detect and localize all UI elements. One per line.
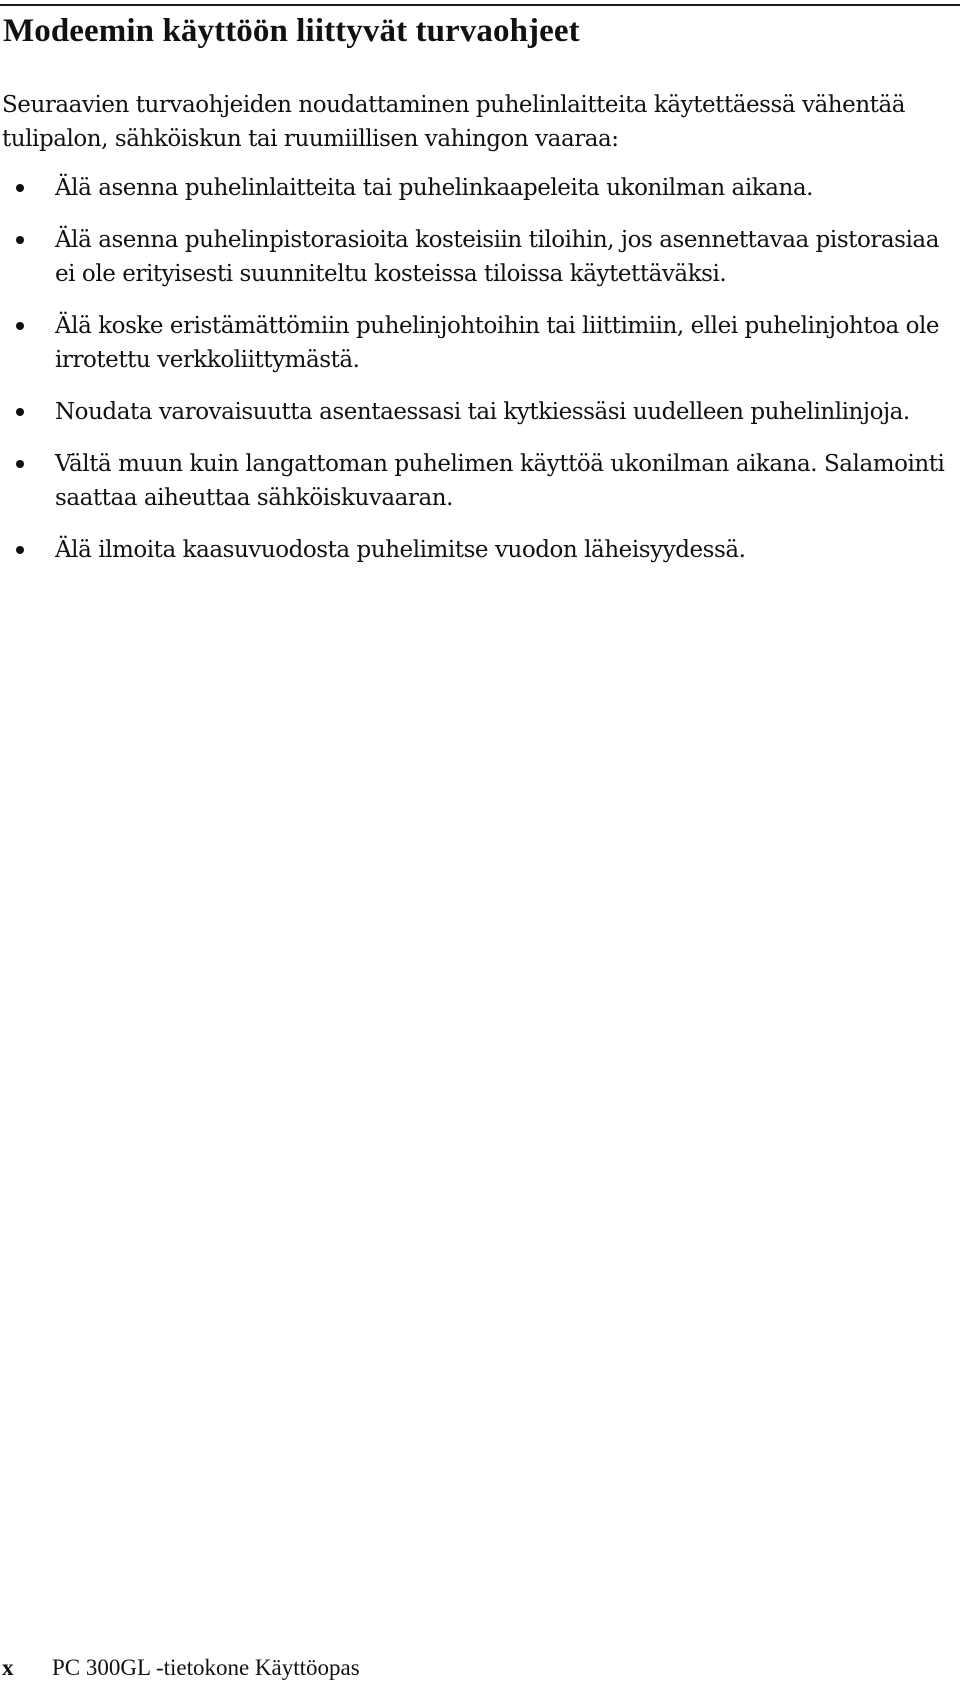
list-item-text: Vältä muun kuin langattoman puhelimen käyttöä ukonilman aikana. Salamointi saattaa aiheuttaa sähköiskuvaaran.: [55, 451, 945, 511]
page-title: Modeemin käyttöön liittyvät turvaohjeet: [3, 13, 580, 49]
safety-instructions-list: [0, 171, 950, 585]
list-item: [0, 171, 950, 205]
list-item: [0, 309, 950, 377]
list-item: [0, 533, 950, 567]
book-title: PC 300GL -tietokone Käyttöopas: [52, 1655, 360, 1680]
intro-paragraph: Seuraavien turvaohjeiden noudattaminen puhelinlaitteita käytettäessä vähentää tulipalon, sähköiskun tai ruumiillisen vahingon vaaraa:: [2, 92, 906, 152]
list-item-text: Älä ilmoita kaasuvuodosta puhelimitse vuodon läheisyydessä.: [55, 537, 746, 563]
bullet-icon: [16, 322, 24, 330]
list-item-text: Noudata varovaisuutta asentaessasi tai kytkiessäsi uudelleen puhelinlinjoja.: [55, 399, 910, 425]
bullet-icon: [16, 184, 24, 192]
bullet-icon: [16, 236, 24, 244]
top-rule: [0, 4, 960, 6]
list-item-text: Älä asenna puhelinpistorasioita kosteisiin tiloihin, jos asennettavaa pistorasiaa ei ole erityisesti suunniteltu kosteissa tiloissa käytettäväksi.: [55, 227, 939, 287]
page-number: x: [2, 1655, 14, 1680]
list-item: [0, 447, 950, 515]
bullet-icon: [16, 460, 24, 468]
page-footer: [2, 1654, 360, 1682]
list-item: [0, 395, 950, 429]
bullet-icon: [16, 546, 24, 554]
list-item-text: Älä koske eristämättömiin puhelinjohtoihin tai liittimiin, ellei puhelinjohtoa ole irrotettu verkkoliittymästä.: [55, 313, 940, 373]
list-item: [0, 223, 950, 291]
list-item-text: Älä asenna puhelinlaitteita tai puhelinkaapeleita ukonilman aikana.: [55, 175, 813, 201]
bullet-icon: [16, 408, 24, 416]
